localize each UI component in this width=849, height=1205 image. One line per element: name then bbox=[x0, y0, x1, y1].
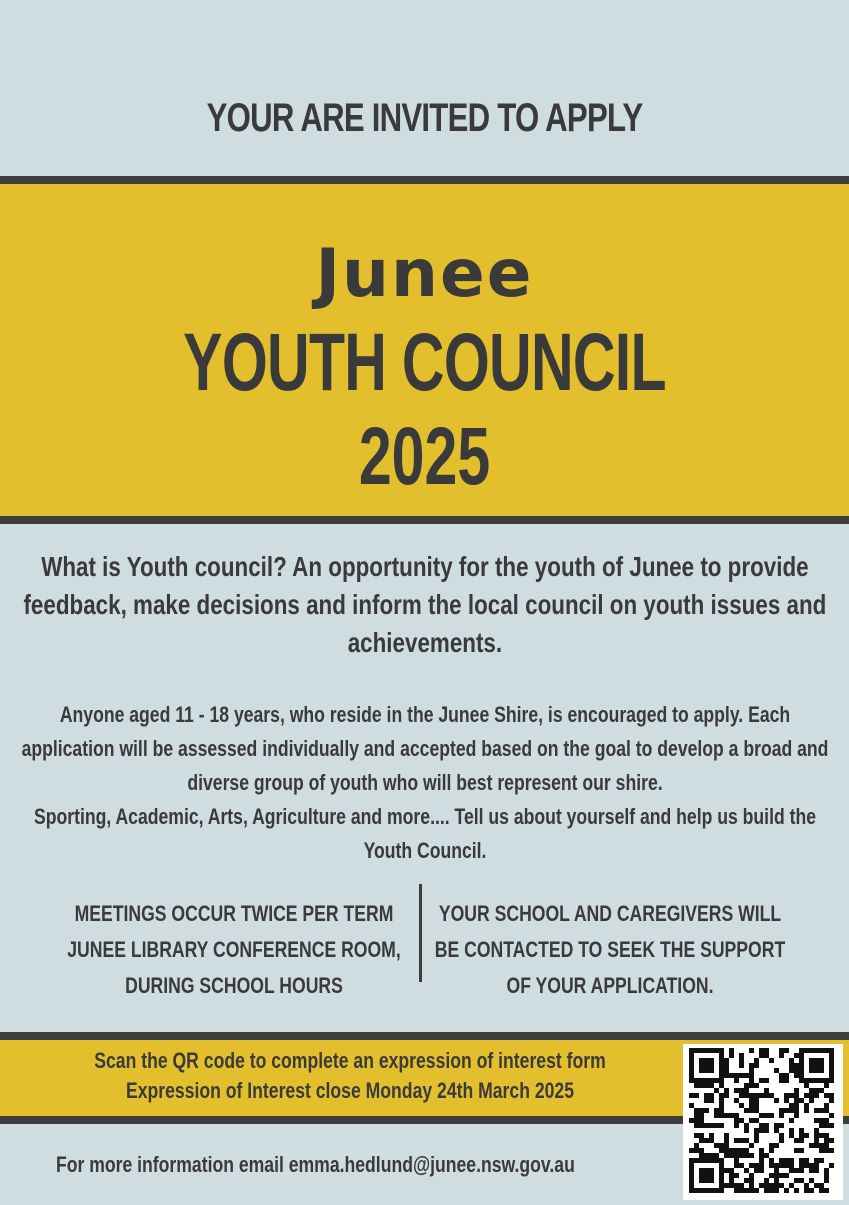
cta-top-bar bbox=[0, 1032, 849, 1040]
eligibility-text: Anyone aged 11 - 18 years, who reside in the Junee Shire, is encouraged to apply. Each application will be assessed individually and accepted based on the goal to develop a broad and diverse group of youth who will best represent our shire. bbox=[21, 702, 829, 795]
meetings-info bbox=[54, 896, 414, 1004]
support-line: BE CONTACTED TO SEEK THE SUPPORT bbox=[434, 937, 786, 962]
hero-year: 2025 bbox=[358, 411, 491, 502]
interests-text: Sporting, Academic, Arts, Agriculture and more.... Tell us about yourself and help us build the Youth Council. bbox=[34, 804, 816, 863]
meetings-line: DURING SCHOOL HOURS bbox=[125, 973, 343, 998]
closing-date: Expression of Interest close Monday 24th March 2025 bbox=[126, 1078, 574, 1103]
hero-town: Junee bbox=[315, 235, 534, 312]
intro-paragraph bbox=[23, 548, 827, 662]
scan-instruction: Scan the QR code to complete an expression of interest form bbox=[94, 1048, 606, 1073]
contact-email-text[interactable]: For more information email emma.hedlund@junee.nsw.gov.au bbox=[56, 1152, 575, 1177]
contact-info bbox=[56, 1150, 676, 1180]
support-line: YOUR SCHOOL AND CAREGIVERS WILL bbox=[438, 901, 782, 926]
column-divider bbox=[419, 884, 422, 982]
qr-code-icon[interactable] bbox=[683, 1044, 843, 1200]
support-line: OF YOUR APPLICATION. bbox=[506, 973, 714, 998]
intro-text: What is Youth council? An opportunity for the youth of Junee to provide feedback, make decisions and inform the local council on youth issues and achievements. bbox=[23, 551, 827, 658]
top-divider-bar bbox=[0, 176, 849, 184]
cta-text bbox=[20, 1046, 680, 1106]
hero-title: YOUTH COUNCIL bbox=[183, 317, 666, 408]
eligibility-block bbox=[20, 698, 829, 868]
support-info bbox=[430, 896, 790, 1004]
qr-code-graphic bbox=[683, 1044, 843, 1200]
meetings-line: MEETINGS OCCUR TWICE PER TERM bbox=[74, 901, 394, 926]
hero-bottom-bar bbox=[0, 516, 849, 524]
meetings-line: JUNEE LIBRARY CONFERENCE ROOM, bbox=[67, 937, 401, 962]
invite-heading: YOUR ARE INVITED TO APPLY bbox=[206, 96, 643, 140]
